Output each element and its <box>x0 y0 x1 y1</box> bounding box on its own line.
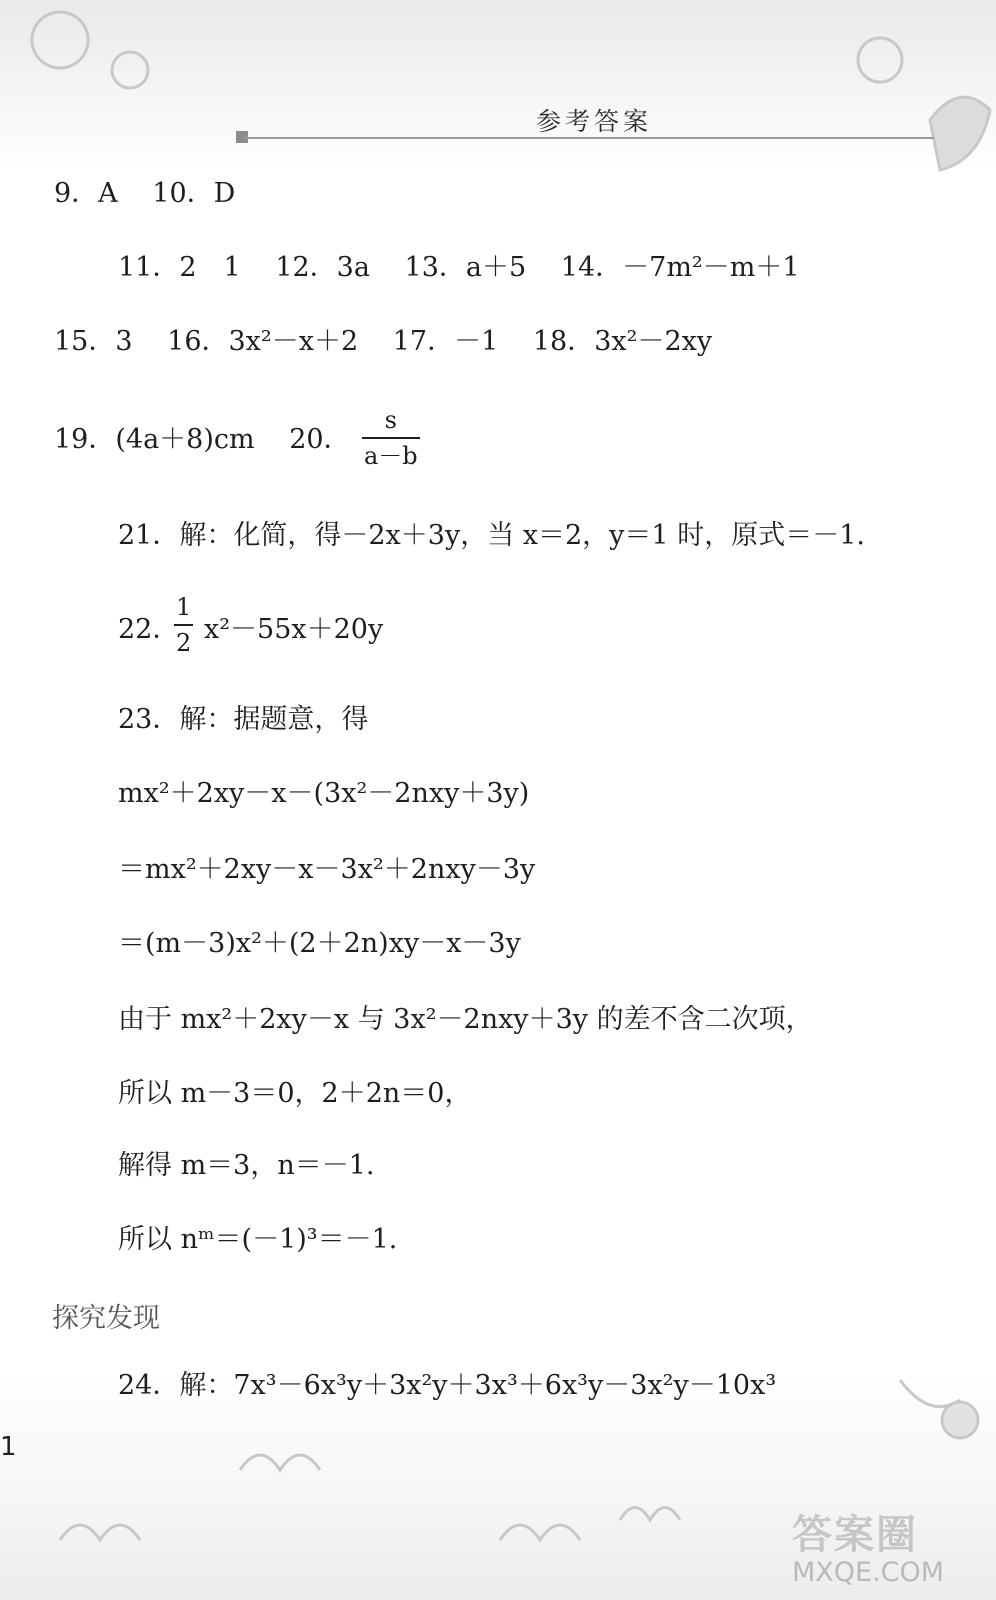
answer-23-step-7: 所以 nᵐ＝(－1)³＝－1. <box>118 1224 398 1255</box>
fraction-bar <box>174 624 193 626</box>
answer-18: 18．3x²－2xy <box>532 326 713 357</box>
fraction-numerator: s <box>384 406 397 434</box>
answer-17: 17．－1 <box>392 326 499 357</box>
answer-13: 13．a＋5 <box>404 252 527 283</box>
watermark <box>792 1503 984 1595</box>
answer-23-step-4: 由于 mx²＋2xy－x 与 3x²－2nxy＋3y 的差不含二次项， <box>118 1004 813 1035</box>
answer-22-fraction <box>174 595 193 655</box>
answer-23-step-2: ＝mx²＋2xy－x－3x²＋2nxy－3y <box>118 854 536 885</box>
fraction-bar <box>362 437 420 439</box>
answer-12: 12．3a <box>275 252 370 283</box>
answer-15: 15．3 <box>54 326 133 357</box>
answer-row-15-18 <box>54 328 712 355</box>
answer-row-19-20 <box>54 426 351 453</box>
section-title: 探究发现 <box>52 1303 160 1334</box>
watermark-url: MXQE.COM <box>792 1557 945 1588</box>
answer-row-11-14 <box>118 254 800 281</box>
page-number: 1 <box>0 1432 17 1462</box>
fraction-denominator: 2 <box>176 629 192 657</box>
answer-23-step-3: ＝(m－3)x²＋(2＋2n)xy－x－3y <box>118 928 521 959</box>
answer-22-label: 22． <box>118 614 180 645</box>
answer-21: 21．解：化简，得－2x＋3y，当 x＝2，y＝1 时，原式＝－1. <box>118 520 865 551</box>
header-rule <box>244 137 934 139</box>
answer-16: 16．3x²－x＋2 <box>167 326 359 357</box>
fraction-numerator: 1 <box>176 593 192 621</box>
answer-24: 24．解：7x³－6x³y＋3x²y＋3x³＋6x³y－3x²y－10x³ <box>118 1370 777 1401</box>
answer-row-9-10 <box>54 180 235 207</box>
answer-23-step-1: mx²＋2xy－x－(3x²－2nxy＋3y) <box>118 778 530 809</box>
fraction-denominator: a－b <box>364 442 418 470</box>
answer-20-label: 20． <box>289 424 351 455</box>
answer-11: 11．2 1 <box>118 252 241 283</box>
answer-14: 14．－7m²－m＋1 <box>560 252 800 283</box>
page-header-title: 参考答案 <box>536 107 653 136</box>
answer-23-intro: 23．解：据题意，得 <box>118 704 369 735</box>
answer-19: 19．(4a＋8)cm <box>54 424 255 455</box>
answer-22-expression: x²－55x＋20y <box>204 614 384 645</box>
answer-10: 10．D <box>152 178 236 209</box>
answer-9: 9．A <box>54 178 118 209</box>
answer-23-step-6: 解得 m＝3，n＝－1. <box>118 1150 375 1181</box>
answer-20-fraction <box>362 408 420 468</box>
watermark-logo: 答案圈 <box>792 1512 918 1558</box>
answer-23-step-5: 所以 m－3＝0，2＋2n＝0， <box>118 1078 472 1109</box>
